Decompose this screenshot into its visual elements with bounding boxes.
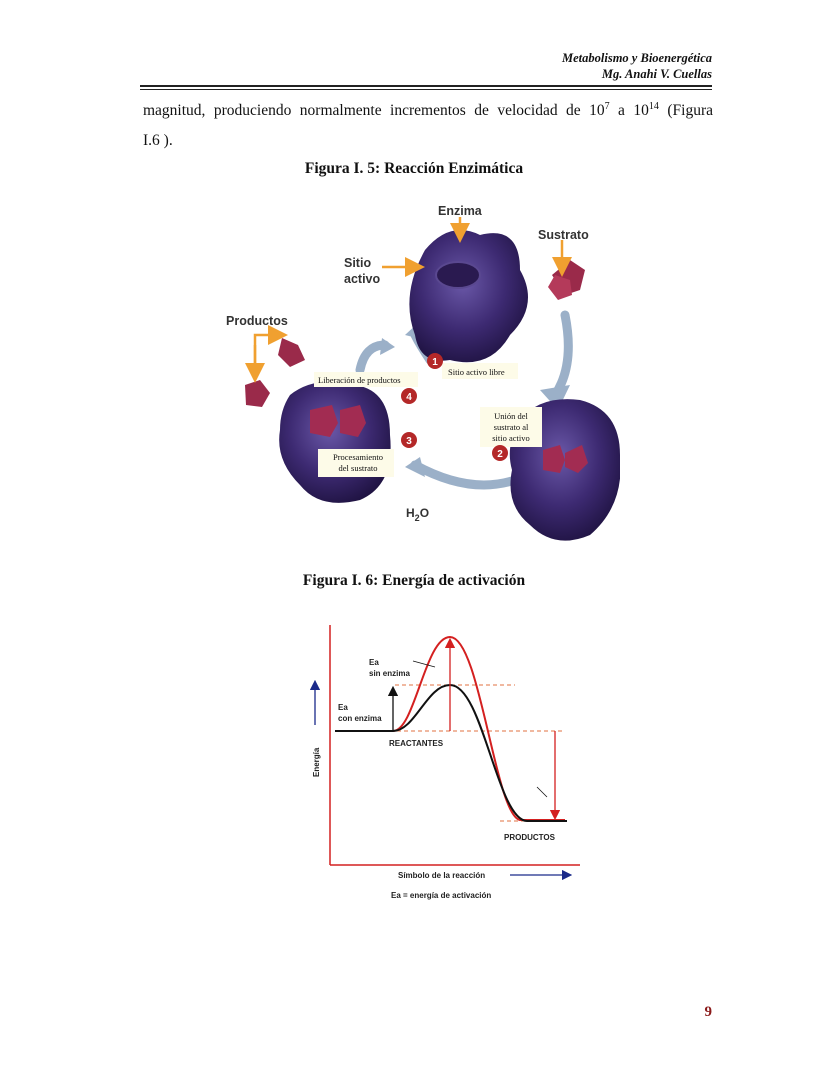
paragraph-text: (Figura — [658, 102, 713, 119]
label-products: Productos — [226, 314, 288, 328]
step-3-label-1: Procesamiento — [332, 452, 384, 462]
header-title: Metabolismo y Bioenergética — [562, 51, 712, 65]
step-4-label: Liberación de productos — [318, 375, 401, 385]
cycle-arrowhead — [405, 457, 425, 477]
x-axis-label: Símbolo de la reacción — [398, 871, 486, 880]
label-ea-no-enzyme-1: Ea — [369, 658, 379, 667]
paragraph-text: a 10 — [609, 102, 649, 119]
step-1-label: Sitio activo libre — [448, 367, 505, 377]
label-ea-enzyme-2: con enzima — [338, 714, 382, 723]
header-rule-thick — [140, 85, 712, 87]
step-2-label-1: Unión del — [494, 411, 528, 421]
label-active-site-1: Sitio — [344, 256, 372, 270]
step-badge-4 — [401, 388, 417, 404]
step-badge-1 — [427, 353, 443, 369]
enzyme-reaction-figure — [220, 195, 620, 555]
running-header — [562, 50, 712, 82]
cycle-arrow-right — [555, 315, 568, 395]
product-free — [245, 380, 270, 407]
step-number: 3 — [406, 436, 412, 447]
label-leader — [413, 661, 435, 667]
active-site — [436, 262, 480, 288]
activation-energy-figure — [305, 615, 595, 910]
label-active-site-2: activo — [344, 272, 381, 286]
step-3-label-2: del sustrato — [338, 463, 378, 473]
step-badge-2 — [492, 445, 508, 461]
label-products: PRODUCTOS — [504, 833, 555, 842]
body-paragraph — [143, 96, 713, 156]
catalyzed-curve — [335, 685, 567, 821]
figure-6-caption: Figura I. 6: Energía de activación — [302, 572, 526, 589]
header-rule-thin — [140, 89, 712, 90]
label-water: $H_2O$ — [406, 506, 430, 523]
paragraph-line-1 — [143, 96, 713, 126]
legend-text: Ea = energía de activación — [391, 891, 492, 900]
label-ea-no-enzyme-2: sin enzima — [369, 669, 410, 678]
enzyme-free — [409, 230, 528, 362]
exponent: 14 — [648, 100, 659, 112]
figure-5-caption: Figura I. 5: Reacción Enzimática — [304, 160, 524, 177]
label-substrate: Sustrato — [538, 228, 589, 242]
enzyme-processing — [279, 382, 390, 503]
label-ea-enzyme-1: Ea — [338, 703, 348, 712]
step-badge-3 — [401, 432, 417, 448]
step-2-label-2: sustrato al — [493, 422, 529, 432]
paragraph-line-2: I.6 ). — [143, 132, 173, 149]
label-enzyme: Enzima — [438, 204, 482, 218]
step-number: 2 — [497, 449, 503, 460]
step-number: 1 — [432, 357, 438, 368]
step-number: 4 — [406, 392, 412, 403]
exponent: 7 — [604, 100, 610, 112]
page-number: 9 — [704, 1004, 712, 1020]
products-pointer-arrow — [255, 335, 278, 365]
header-author: Mg. Anahi V. Cuellas — [601, 67, 712, 81]
label-leader — [537, 787, 547, 797]
label-reactants: REACTANTES — [389, 739, 444, 748]
product-free — [278, 338, 305, 367]
cycle-arrow-bottom — [415, 465, 515, 485]
paragraph-text: magnitud, produciendo normalmente incrementos de velocidad de 10 — [143, 102, 605, 119]
cycle-arrowhead — [380, 338, 395, 355]
y-axis-label: Energía — [312, 747, 321, 777]
step-2-label-3: sitio activo — [492, 433, 530, 443]
